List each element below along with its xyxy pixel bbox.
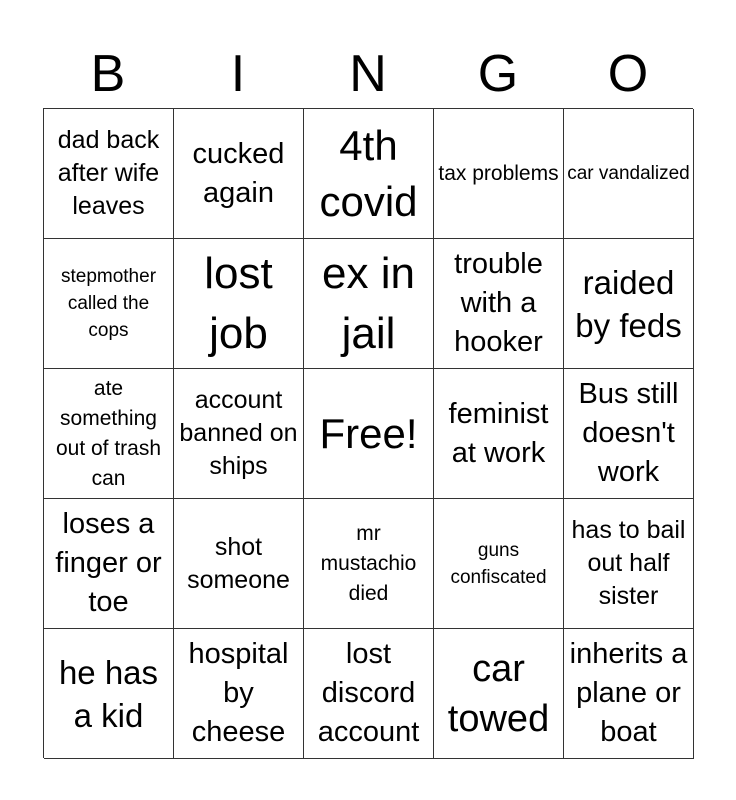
bingo-cell[interactable]: [304, 239, 434, 369]
cell-text: hospital by cheese: [188, 638, 289, 748]
cell-text: shot someone: [187, 532, 290, 594]
cell-text: car vandalized: [567, 163, 690, 184]
cell-text: mr mustachio died: [320, 521, 417, 605]
cell-text: Bus still doesn't work: [578, 378, 679, 488]
bingo-cell[interactable]: [44, 629, 174, 759]
cell-text: has to bail out half sister: [571, 516, 686, 610]
bingo-cell[interactable]: [174, 499, 304, 629]
bingo-cell[interactable]: [44, 239, 174, 369]
cell-text: ex in jail: [322, 248, 415, 358]
bingo-cell[interactable]: [174, 629, 304, 759]
bingo-cell[interactable]: [564, 239, 694, 369]
bingo-cell[interactable]: [44, 109, 174, 239]
bingo-cell[interactable]: [434, 629, 564, 759]
header-letter-n: N: [349, 45, 387, 103]
bingo-cell[interactable]: [304, 109, 434, 239]
bingo-cell[interactable]: [174, 239, 304, 369]
cell-text: feminist at work: [448, 397, 549, 469]
cell-text: dad back after wife leaves: [57, 126, 160, 220]
cell-text: cucked again: [192, 137, 285, 209]
header-letter-g: G: [477, 45, 519, 103]
bingo-cell[interactable]: [44, 369, 174, 499]
bingo-header: [43, 40, 693, 108]
cell-text: inherits a plane or boat: [569, 638, 688, 748]
bingo-cell[interactable]: [174, 369, 304, 499]
bingo-cell[interactable]: [564, 369, 694, 499]
bingo-cell[interactable]: [564, 109, 694, 239]
bingo-cell[interactable]: [174, 109, 304, 239]
header-letter-o: O: [607, 45, 649, 103]
bingo-cell[interactable]: [304, 629, 434, 759]
free-space-text: Free!: [319, 409, 418, 457]
cell-text: raided by feds: [575, 263, 682, 344]
bingo-cell[interactable]: [44, 499, 174, 629]
bingo-cell[interactable]: [434, 239, 564, 369]
cell-text: lost discord account: [317, 638, 420, 748]
cell-text: ate something out of trash can: [55, 376, 162, 490]
cell-text: tax problems: [438, 161, 559, 185]
cell-text: trouble with a hooker: [454, 248, 543, 358]
cell-text: car towed: [447, 647, 550, 740]
bingo-cell[interactable]: [434, 109, 564, 239]
cell-text: lost job: [204, 248, 273, 358]
cell-text: 4th covid: [319, 121, 418, 225]
cell-text: loses a finger or toe: [55, 508, 162, 618]
free-space-cell[interactable]: [304, 369, 434, 499]
bingo-cell[interactable]: [304, 499, 434, 629]
header-letter-b: B: [90, 45, 126, 103]
bingo-cell[interactable]: [434, 369, 564, 499]
cell-text: account banned on ships: [179, 386, 298, 480]
bingo-cell[interactable]: [434, 499, 564, 629]
bingo-board: [43, 108, 693, 758]
cell-text: guns confiscated: [450, 539, 547, 588]
bingo-cell[interactable]: [564, 629, 694, 759]
cell-text: stepmother called the cops: [60, 266, 157, 341]
cell-text: he has a kid: [58, 653, 159, 734]
bingo-cell[interactable]: [564, 499, 694, 629]
header-letter-i: I: [230, 45, 246, 103]
